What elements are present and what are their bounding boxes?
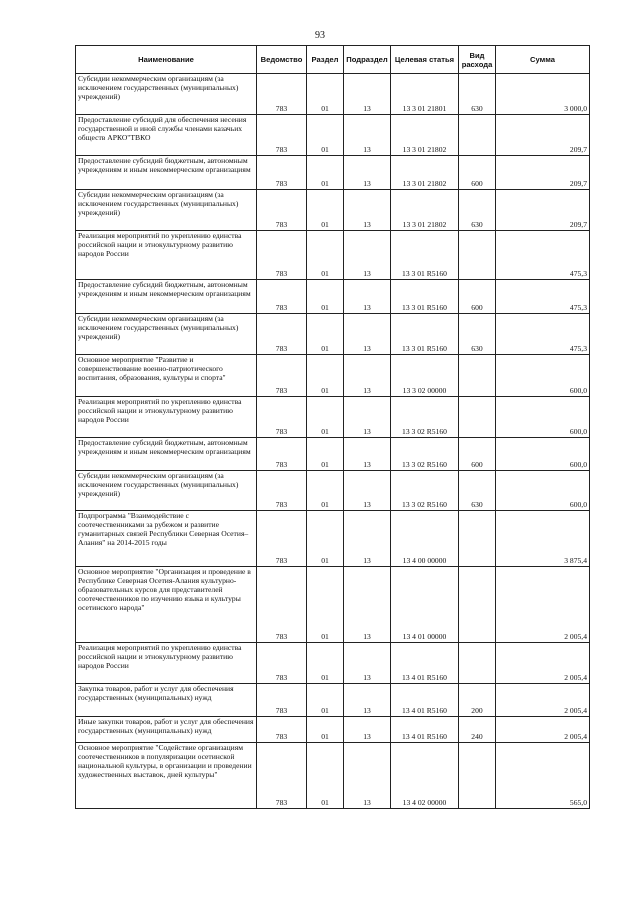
cell-type: 240 [459,717,496,743]
cell-amount: 475,3 [496,280,590,314]
cell-type: 200 [459,684,496,717]
cell-amount: 475,3 [496,231,590,280]
cell-section: 01 [307,280,344,314]
cell-target: 13 3 01 21801 [391,74,459,115]
cell-name: Основное мероприятие "Содействие организациям соотечественников в популяризации осетинской национальной культуры, в организации и проведении художественных выставок, дней культуры" [76,743,257,809]
cell-subsection: 13 [344,471,391,511]
cell-target: 13 4 01 00000 [391,567,459,643]
cell-subsection: 13 [344,280,391,314]
cell-target: 13 3 02 R5160 [391,397,459,438]
cell-type: 600 [459,438,496,471]
cell-department: 783 [257,684,307,717]
cell-amount: 2 005,4 [496,643,590,684]
cell-department: 783 [257,314,307,355]
cell-target: 13 4 01 R5160 [391,643,459,684]
table-row [76,567,590,643]
cell-target: 13 3 01 21802 [391,190,459,231]
cell-name: Субсидии некоммерческим организациям (за исключением государственных (муниципальных) учреждений) [76,74,257,115]
cell-subsection: 13 [344,643,391,684]
table-row [76,471,590,511]
cell-name: Реализация мероприятий по укреплению единства российской нации и этнокультурному развитию народов России [76,643,257,684]
cell-section: 01 [307,567,344,643]
cell-department: 783 [257,355,307,397]
table-row [76,511,590,567]
cell-section: 01 [307,190,344,231]
cell-amount: 600,0 [496,471,590,511]
table-row [76,438,590,471]
cell-subsection: 13 [344,355,391,397]
cell-department: 783 [257,471,307,511]
cell-subsection: 13 [344,156,391,190]
table-row [76,190,590,231]
table-row [76,115,590,156]
cell-target: 13 4 00 00000 [391,511,459,567]
cell-amount: 600,0 [496,438,590,471]
cell-section: 01 [307,438,344,471]
cell-amount: 209,7 [496,190,590,231]
cell-department: 783 [257,115,307,156]
cell-amount: 475,3 [496,314,590,355]
cell-department: 783 [257,280,307,314]
cell-section: 01 [307,717,344,743]
header-department: Ведомство [257,46,307,74]
cell-type: 630 [459,190,496,231]
cell-amount: 209,7 [496,156,590,190]
cell-target: 13 3 01 R5160 [391,314,459,355]
cell-subsection: 13 [344,438,391,471]
cell-subsection: 13 [344,190,391,231]
header-type: Вид расхода [459,46,496,74]
cell-type [459,355,496,397]
cell-name: Основное мероприятие "Организация и проведение в Республике Северная Осетия-Алания культурно-образовательных курсов для представителей соотечественников по изучению языка и культуры осетинского народа" [76,567,257,643]
cell-amount: 3 000,0 [496,74,590,115]
cell-target: 13 3 01 R5160 [391,280,459,314]
table-row [76,314,590,355]
cell-department: 783 [257,156,307,190]
cell-type [459,397,496,438]
cell-section: 01 [307,397,344,438]
cell-department: 783 [257,438,307,471]
cell-amount: 600,0 [496,355,590,397]
table-row [76,280,590,314]
cell-subsection: 13 [344,567,391,643]
cell-name: Иные закупки товаров, работ и услуг для обеспечения государственных (муниципальных) нужд [76,717,257,743]
cell-target: 13 4 02 00000 [391,743,459,809]
cell-type [459,743,496,809]
table-row [76,743,590,809]
cell-name: Основное мероприятие "Развитие и совершенствование военно-патриотического воспитания, образования, культуры и спорта" [76,355,257,397]
cell-section: 01 [307,156,344,190]
cell-subsection: 13 [344,314,391,355]
cell-type: 630 [459,314,496,355]
cell-target: 13 3 02 R5160 [391,471,459,511]
cell-type: 600 [459,280,496,314]
cell-amount: 2 005,4 [496,717,590,743]
cell-department: 783 [257,190,307,231]
cell-amount: 600,0 [496,397,590,438]
table-row [76,397,590,438]
cell-target: 13 3 01 R5160 [391,231,459,280]
cell-name: Реализация мероприятий по укреплению единства российской нации и этнокультурному развитию народов России [76,231,257,280]
cell-target: 13 3 01 21802 [391,115,459,156]
cell-section: 01 [307,471,344,511]
cell-department: 783 [257,743,307,809]
cell-type: 630 [459,471,496,511]
cell-section: 01 [307,74,344,115]
cell-department: 783 [257,643,307,684]
cell-subsection: 13 [344,511,391,567]
cell-subsection: 13 [344,74,391,115]
cell-name: Предоставление субсидий для обеспечения несения государственной и иной службы членами казачьих обществ АРКО"ТВКО [76,115,257,156]
cell-name: Субсидии некоммерческим организациям (за исключением государственных (муниципальных) учреждений) [76,471,257,511]
cell-section: 01 [307,684,344,717]
cell-section: 01 [307,511,344,567]
cell-type [459,231,496,280]
cell-name: Предоставление субсидий бюджетным, автономным учреждениям и иным некоммерческим организациям [76,438,257,471]
cell-subsection: 13 [344,684,391,717]
cell-subsection: 13 [344,717,391,743]
cell-section: 01 [307,355,344,397]
cell-subsection: 13 [344,397,391,438]
table-row [76,231,590,280]
cell-type [459,567,496,643]
cell-subsection: 13 [344,231,391,280]
cell-target: 13 4 01 R5160 [391,717,459,743]
budget-table [75,45,590,809]
cell-amount: 2 005,4 [496,684,590,717]
table-row [76,643,590,684]
cell-type [459,511,496,567]
header-subsection: Подраздел [344,46,391,74]
cell-type: 630 [459,74,496,115]
cell-subsection: 13 [344,115,391,156]
cell-department: 783 [257,231,307,280]
table-row [76,156,590,190]
cell-amount: 565,0 [496,743,590,809]
cell-name: Субсидии некоммерческим организациям (за исключением государственных (муниципальных) учреждений) [76,314,257,355]
cell-name: Предоставление субсидий бюджетным, автономным учреждениям и иным некоммерческим организациям [76,156,257,190]
table-row [76,717,590,743]
cell-name: Подпрограмма "Взаимодействие с соотечественниками за рубежом и развитие гуманитарных связей Республики Северная Осетия–Алания" на 2014-2015 годы [76,511,257,567]
header-target: Целевая статья [391,46,459,74]
page-number: 93 [315,30,325,41]
cell-section: 01 [307,231,344,280]
table-row [76,74,590,115]
cell-name: Реализация мероприятий по укреплению единства российской нации и этнокультурному развитию народов России [76,397,257,438]
cell-amount: 3 875,4 [496,511,590,567]
header-amount: Сумма [496,46,590,74]
cell-subsection: 13 [344,743,391,809]
cell-department: 783 [257,397,307,438]
cell-target: 13 3 02 00000 [391,355,459,397]
cell-department: 783 [257,717,307,743]
cell-section: 01 [307,115,344,156]
cell-section: 01 [307,314,344,355]
cell-type: 600 [459,156,496,190]
cell-amount: 2 005,4 [496,567,590,643]
header-name: Наименование [76,46,257,74]
cell-type [459,115,496,156]
cell-name: Закупка товаров, работ и услуг для обеспечения государственных (муниципальных) нужд [76,684,257,717]
cell-department: 783 [257,567,307,643]
cell-name: Субсидии некоммерческим организациям (за исключением государственных (муниципальных) учреждений) [76,190,257,231]
table-header-row [76,46,590,74]
table-row [76,355,590,397]
table-body [76,74,590,809]
cell-amount: 209,7 [496,115,590,156]
cell-type [459,643,496,684]
cell-name: Предоставление субсидий бюджетным, автономным учреждениям и иным некоммерческим организациям [76,280,257,314]
cell-department: 783 [257,74,307,115]
cell-target: 13 3 02 R5160 [391,438,459,471]
cell-target: 13 3 01 21802 [391,156,459,190]
table-row [76,684,590,717]
cell-section: 01 [307,643,344,684]
cell-target: 13 4 01 R5160 [391,684,459,717]
cell-section: 01 [307,743,344,809]
header-section: Раздел [307,46,344,74]
cell-department: 783 [257,511,307,567]
